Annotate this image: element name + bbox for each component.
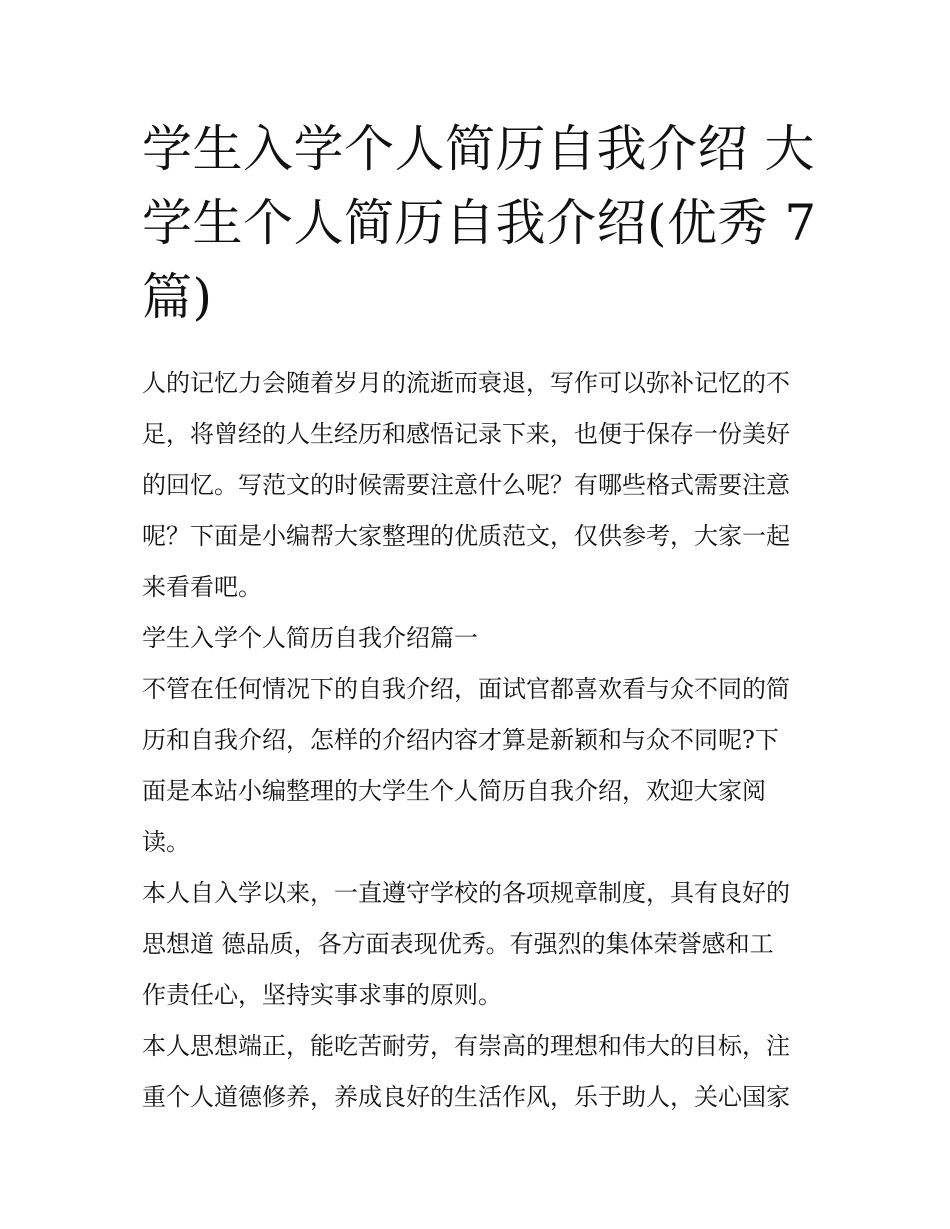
text-line: 人的记忆力会随着岁月的流逝而衰退，写作可以弥补记忆的不 (142, 369, 790, 397)
text-line: 作责任心，坚持实事求事的原则。 (142, 981, 502, 1009)
text-line: 足，将曾经的人生经历和感悟记录下来，也便于保存一份美好 (142, 420, 790, 448)
text-line: 读。 (142, 828, 190, 856)
text-line: 呢？下面是小编帮大家整理的优质范文，仅供参考，大家一起 (142, 522, 790, 550)
text-line: 的回忆。写范文的时候需要注意什么呢？有哪些格式需要注意 (142, 471, 790, 499)
text-line: 本人思想端正，能吃苦耐劳，有崇高的理想和伟大的目标，注 (142, 1032, 790, 1060)
text-line: 不管在任何情况下的自我介绍，面试官都喜欢看与众不同的简 (142, 675, 790, 703)
body-paragraph (142, 1021, 812, 1123)
section-heading (142, 613, 812, 664)
text-line: 思想道 德品质，各方面表现优秀。有强烈的集体荣誉感和工 (142, 930, 774, 958)
text-line: 历和自我介绍，怎样的介绍内容才算是新颖和与众不同呢?下 (142, 726, 779, 754)
text-line: 本人自入学以来，一直遵守学校的各项规章制度，具有良好的 (142, 879, 790, 907)
title-line: 学生个人简历自我介绍(优秀 7 (142, 194, 817, 252)
body-paragraph (142, 868, 812, 1021)
document-title (142, 112, 817, 334)
intro-paragraph (142, 358, 812, 613)
body-paragraph (142, 664, 812, 868)
document-body (142, 358, 812, 1123)
title-line: 篇) (142, 268, 213, 326)
text-line: 来看看吧。 (142, 573, 262, 601)
text-line: 学生入学个人简历自我介绍篇一 (142, 624, 478, 652)
text-line: 重个人道德修养，养成良好的生活作风，乐于助人，关心国家 (142, 1083, 790, 1111)
text-line: 面是本站小编整理的大学生个人简历自我介绍，欢迎大家阅 (142, 777, 766, 805)
title-line: 学生入学个人简历自我介绍 大 (142, 120, 815, 178)
